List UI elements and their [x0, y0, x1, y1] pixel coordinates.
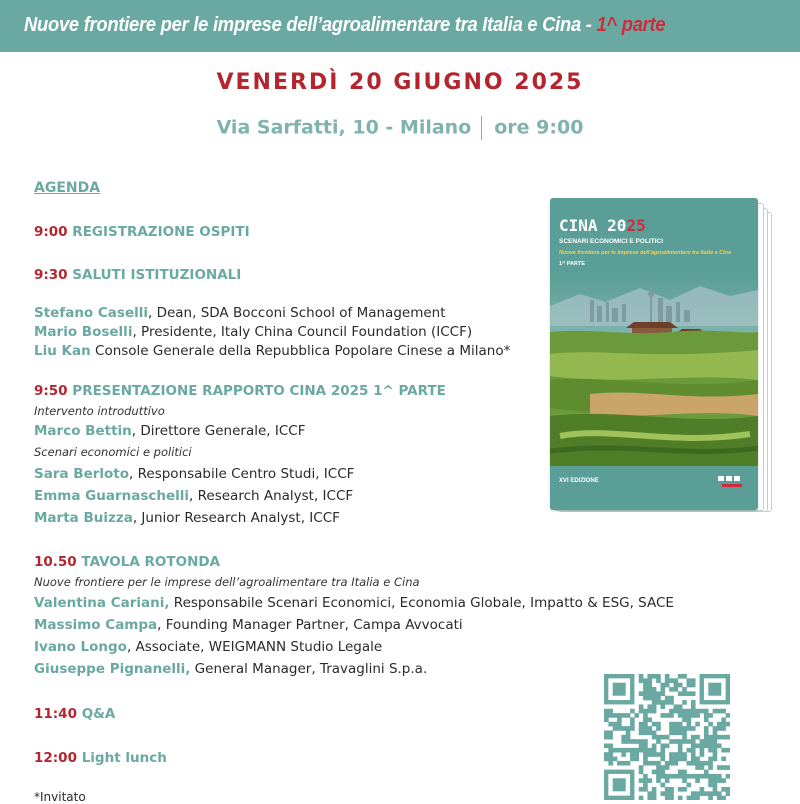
agenda-item-registration — [34, 224, 250, 240]
cover-title-b: 25 — [626, 216, 646, 235]
qr-finder-pattern — [708, 683, 721, 696]
logo-box — [726, 476, 732, 481]
speaker-name: Marco Bettin — [34, 423, 132, 439]
speaker-row — [34, 423, 305, 439]
speaker-role: , Research Analyst, ICCF — [189, 488, 354, 504]
landscape-illustration — [550, 276, 758, 466]
speaker-name: Sara Berloto — [34, 466, 130, 482]
intro-label: Intervento introduttivo — [34, 404, 165, 418]
agenda-time: 9:50 — [34, 383, 68, 399]
roundtable-subtitle: Nuove frontiere per le imprese dell’agroalimentare tra Italia e Cina — [34, 575, 420, 589]
qr-finder-pattern — [613, 683, 626, 696]
cover-logos — [718, 476, 746, 488]
speaker-role: , Responsabile Centro Studi, ICCF — [129, 466, 355, 482]
logo-box — [718, 476, 724, 481]
speaker-role: Console Generale della Repubblica Popolare Cinese a Milano* — [90, 343, 511, 359]
agenda-heading: AGENDA — [34, 180, 101, 196]
speaker-row — [34, 639, 382, 655]
banner-part: 1^ parte — [596, 14, 666, 36]
report-cover-image — [550, 198, 758, 510]
speaker-role: , Junior Research Analyst, ICCF — [132, 510, 340, 526]
agenda-item-presentation — [34, 383, 446, 399]
speaker-role: , Direttore Generale, ICCF — [131, 423, 306, 439]
speaker-row — [34, 488, 353, 504]
speaker-role: , Founding Manager Partner, Campa Avvocati — [157, 617, 463, 633]
speaker-row — [34, 343, 510, 359]
logo-bar — [722, 484, 742, 487]
speaker-role: , Dean, SDA Bocconi School of Management — [148, 305, 446, 321]
cover-title — [559, 216, 646, 235]
venue-separator — [481, 116, 482, 140]
cover-edition: XVI EDIZIONE — [559, 478, 599, 484]
speaker-row — [34, 595, 674, 611]
qr-finder-pattern — [613, 778, 626, 791]
speaker-name: Ivano Longo — [34, 639, 127, 655]
header-banner — [0, 0, 800, 52]
agenda-label: PRESENTAZIONE RAPPORTO CINA 2025 1^ PARTE — [72, 383, 446, 399]
logo-box — [734, 476, 740, 481]
agenda-label: Light lunch — [81, 750, 167, 766]
qr-code-icon[interactable] — [604, 674, 730, 800]
agenda-item-greetings — [34, 267, 241, 283]
speaker-name: Giuseppe Pignanelli, — [34, 661, 191, 677]
speaker-row — [34, 510, 340, 526]
speaker-row — [34, 324, 472, 340]
agenda-time: 9:30 — [34, 267, 68, 283]
speaker-role: , Associate, WEIGMANN Studio Legale — [126, 639, 383, 655]
cover-subtitle: SCENARI ECONOMICI E POLITICI — [559, 238, 664, 245]
agenda-item-roundtable — [34, 554, 220, 570]
speaker-name: Mario Boselli — [34, 324, 133, 340]
agenda-time: 10.50 — [34, 554, 77, 570]
footnote: *Invitato — [34, 790, 86, 804]
agenda-item-qa — [34, 706, 115, 722]
agenda-label: TAVOLA ROTONDA — [81, 554, 221, 570]
event-venue — [0, 116, 800, 140]
speaker-name: Marta Buizza — [34, 510, 133, 526]
cover-front — [550, 198, 758, 510]
speaker-name: Massimo Campa — [34, 617, 158, 633]
scenari-label: Scenari economici e politici — [34, 445, 192, 459]
speaker-row — [34, 617, 463, 633]
event-address: Via Sarfatti, 10 - Milano — [216, 116, 472, 139]
agenda-label: Q&A — [81, 706, 116, 722]
speaker-role: General Manager, Travaglini S.p.a. — [190, 661, 428, 677]
banner-subtitle-text: Nuove frontiere per le imprese dell’agroalimentare tra Italia e Cina - — [24, 14, 597, 36]
cover-subtitle-2: Nuove frontiere per le imprese dell’agroalimentare tra Italia e Cina — [559, 250, 732, 256]
speaker-name: Stefano Caselli — [34, 305, 148, 321]
agenda-item-lunch — [34, 750, 167, 766]
speaker-row — [34, 466, 354, 482]
speaker-name: Liu Kan — [34, 343, 91, 359]
agenda-time: 9:00 — [34, 224, 68, 240]
agenda-label: REGISTRAZIONE OSPITI — [72, 224, 250, 240]
event-date: VENERDÌ 20 GIUGNO 2025 — [216, 70, 584, 95]
speaker-name: Emma Guarnaschelli — [34, 488, 190, 504]
speaker-name: Valentina Cariani, — [34, 595, 170, 611]
speaker-row — [34, 661, 427, 677]
agenda-time: 11:40 — [34, 706, 77, 722]
speaker-role: , Presidente, Italy China Council Foundation (ICCF) — [132, 324, 473, 340]
agenda-label: SALUTI ISTITUZIONALI — [72, 267, 242, 283]
speaker-row — [34, 305, 446, 321]
cover-part: 1^ PARTE — [559, 261, 586, 267]
banner-subtitle — [24, 14, 665, 37]
event-time: ore 9:00 — [494, 116, 584, 139]
cover-title-a: CINA 20 — [559, 216, 627, 235]
speaker-role: Responsabile Scenari Economici, Economia Globale, Impatto & ESG, SACE — [169, 595, 674, 611]
agenda-time: 12:00 — [34, 750, 77, 766]
